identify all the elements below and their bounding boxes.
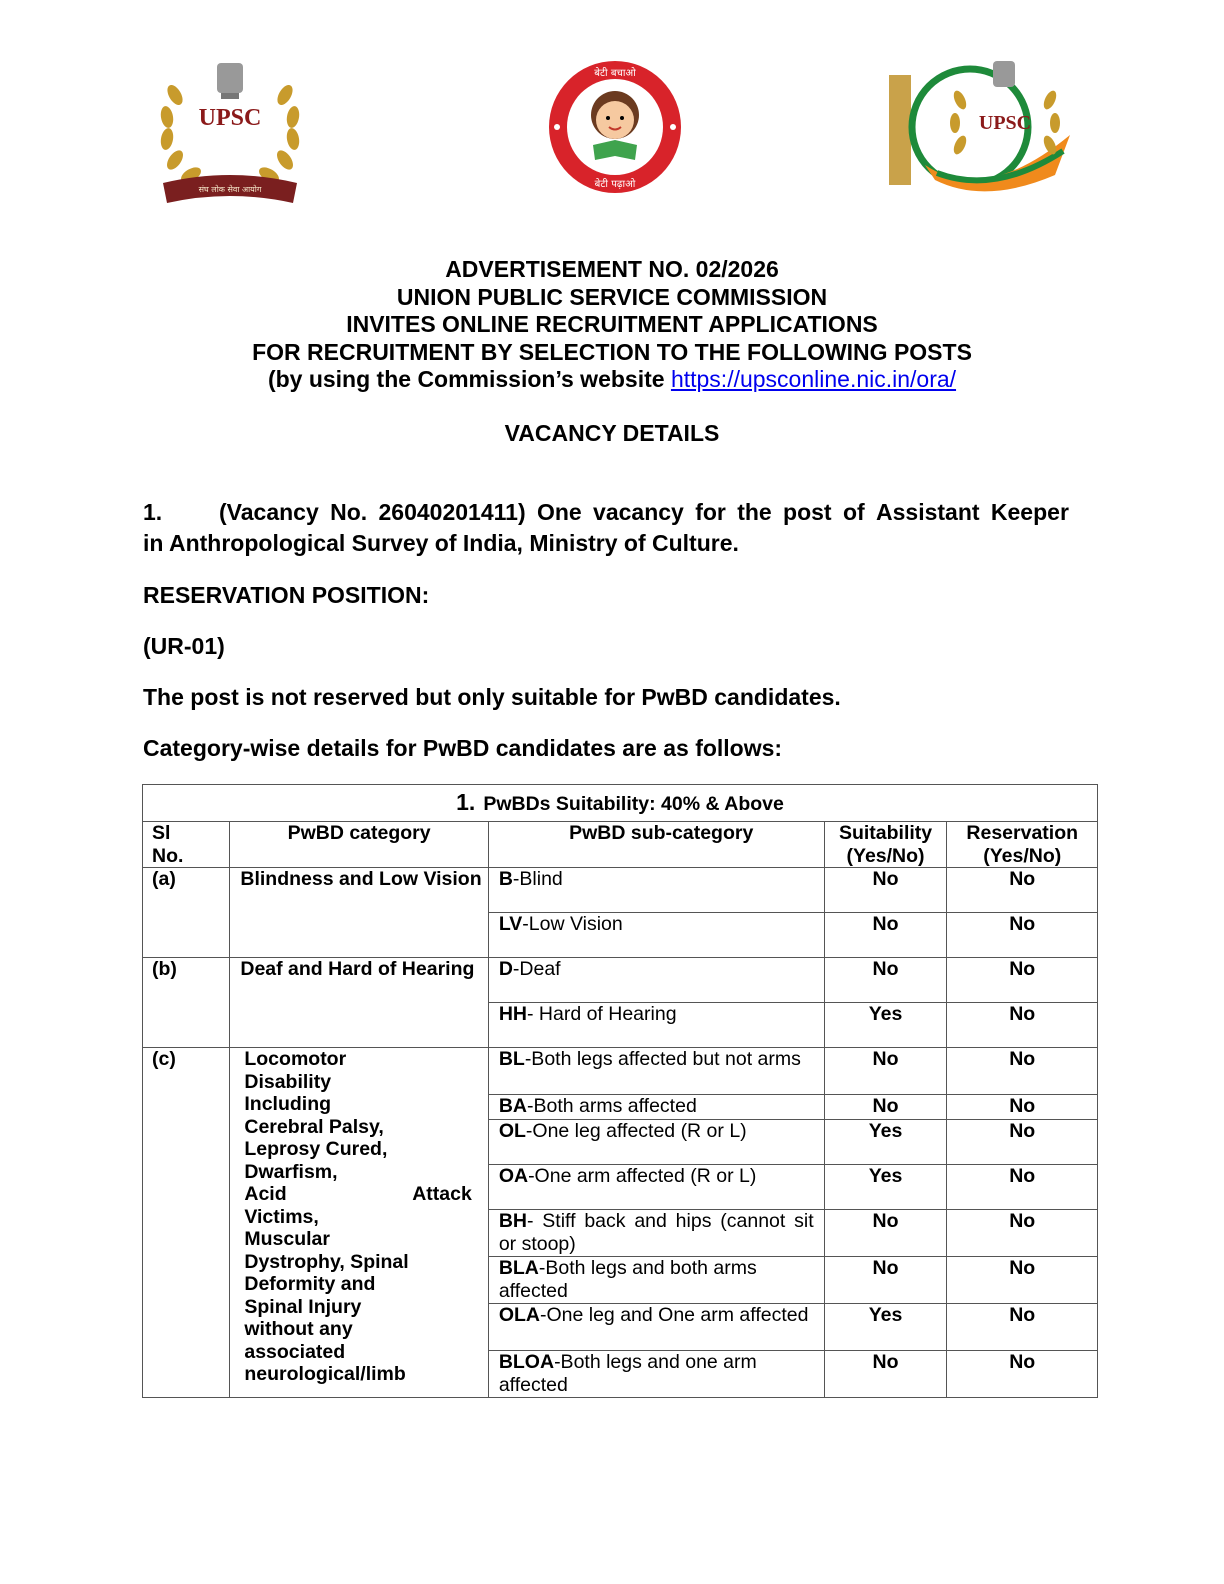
- table-row: [143, 868, 1098, 913]
- suitability-cell: No: [824, 913, 947, 958]
- reservation-cell: No: [947, 1003, 1098, 1048]
- table-caption: [143, 785, 1098, 822]
- subcategory-desc: -Blind: [512, 868, 563, 890]
- vacancy-word: One: [536, 499, 582, 525]
- subcategory-desc: -One leg affected (R or L): [525, 1120, 747, 1142]
- commission-name: UNION PUBLIC SERVICE COMMISSION: [396, 283, 828, 310]
- advertisement-number: ADVERTISEMENT NO. 02/2026: [445, 256, 779, 282]
- table-header-row: [143, 822, 1098, 868]
- subcategory-cell: [488, 1351, 824, 1398]
- subcategory-code: BH: [498, 1210, 527, 1232]
- reservation-position-label: RESERVATION POSITION:: [143, 582, 430, 608]
- website-link[interactable]: https://upsconline.nic.in/ora/: [670, 366, 957, 392]
- category-word: Acid: [244, 1183, 287, 1205]
- category-line: [244, 1183, 471, 1206]
- website-label: (by using the Commission’s website: [267, 366, 671, 392]
- subcategory-desc: -Low Vision: [522, 913, 623, 935]
- svg-text:संघ लोक सेवा आयोग: संघ लोक सेवा आयोग: [198, 185, 262, 194]
- vacancy-line-1-text: [219, 497, 1069, 528]
- suitability-cell: No: [824, 1095, 947, 1120]
- subcategory-desc: -Both legs and both arms affected: [498, 1257, 757, 1302]
- category-line: Deformity and: [244, 1273, 376, 1295]
- vacancy-word: No.: [330, 499, 368, 525]
- suitability-cell: Yes: [824, 1120, 947, 1165]
- vacancy-word: the: [737, 499, 772, 525]
- subcategory-code: LV: [498, 913, 523, 935]
- subcategory-code: D: [498, 958, 513, 980]
- category-line: Disability: [244, 1070, 332, 1093]
- caption-text: PwBDs Suitability: 40% & Above: [483, 792, 784, 815]
- subcategory-code: OA: [498, 1165, 529, 1187]
- category-line: Victims,: [244, 1205, 319, 1228]
- vacancy-paragraph: [143, 497, 1069, 559]
- header-part: (Yes/No): [846, 844, 925, 867]
- vacancy-word: (Vacancy: [219, 499, 319, 525]
- subcategory-desc: -Deaf: [512, 958, 561, 980]
- subcategory-code: B: [498, 868, 513, 890]
- vacancy-word: for: [695, 499, 726, 525]
- category-line: Spinal Injury: [244, 1295, 362, 1318]
- table-row: [143, 958, 1098, 1003]
- subcategory-desc: -Both arms affected: [526, 1095, 697, 1117]
- svg-text:बेटी बचाओ: बेटी बचाओ: [594, 68, 636, 79]
- header-suitability: [824, 822, 947, 868]
- vacancy-word: 26040201411): [378, 499, 526, 525]
- subcategory-desc: -One leg and One arm affected: [539, 1304, 809, 1326]
- suitability-cell: Yes: [824, 1003, 947, 1048]
- subcategory-cell: [488, 1003, 824, 1048]
- header-part: Suitability: [838, 822, 933, 844]
- category-line: Leprosy Cured,: [244, 1138, 388, 1160]
- header-pwbd-subcategory: PwBD sub-category: [488, 822, 824, 868]
- sl-no-cell: (c): [143, 1048, 230, 1398]
- subcategory-cell: [488, 1095, 824, 1120]
- vacancy-word: Keeper: [990, 499, 1069, 525]
- post-note: The post is not reserved but only suitable for PwBD candidates.: [143, 684, 841, 710]
- vacancy-details-title: VACANCY DETAILS: [504, 420, 720, 446]
- suitability-cell: No: [824, 1048, 947, 1095]
- category-line: Dystrophy, Spinal: [244, 1250, 409, 1273]
- suitability-cell: No: [824, 1257, 947, 1304]
- subcategory-desc: - Stiff back and hips (cannot sit or stoop): [498, 1210, 814, 1255]
- reservation-cell: No: [947, 868, 1098, 913]
- subcategory-cell: [488, 1304, 824, 1351]
- subcategory-desc: - Hard of Hearing: [526, 1003, 677, 1025]
- category-line: Dwarfism,: [244, 1160, 338, 1183]
- vacancy-number: 1.: [143, 499, 163, 525]
- reservation-code: (UR-01): [143, 633, 225, 659]
- suitability-cell: No: [824, 958, 947, 1003]
- suitability-cell: No: [824, 1210, 947, 1257]
- category-line: neurological/limb: [244, 1363, 406, 1385]
- pwbd-table: [142, 784, 1098, 1398]
- suitability-cell: Yes: [824, 1165, 947, 1210]
- vacancy-line-1: [143, 497, 1069, 528]
- subcategory-cell: [488, 1257, 824, 1304]
- reservation-cell: No: [947, 1257, 1098, 1304]
- category-cell: [230, 1048, 488, 1398]
- subcategory-cell: [488, 1165, 824, 1210]
- subcategory-code: BLA: [498, 1257, 539, 1279]
- reservation-cell: No: [947, 1048, 1098, 1095]
- vacancy-word: vacancy: [593, 499, 684, 525]
- subcategory-cell: [488, 1120, 824, 1165]
- subcategory-cell: [488, 958, 824, 1003]
- header-part: Reservation: [966, 822, 1079, 844]
- category-line: Muscular: [244, 1228, 330, 1250]
- svg-text:UPSC: UPSC: [978, 112, 1032, 134]
- upsc-logo: [155, 55, 305, 210]
- sl-no-cell: (a): [143, 868, 230, 958]
- reservation-cell: No: [947, 1165, 1098, 1210]
- subcategory-desc: -Both legs and one arm affected: [498, 1351, 757, 1396]
- category-cell: Deaf and Hard of Hearing: [230, 958, 488, 1048]
- advertisement-heading: [0, 256, 1224, 394]
- svg-text:बेटी पढ़ाओ: बेटी पढ़ाओ: [594, 179, 636, 190]
- subcategory-code: BL: [498, 1048, 525, 1070]
- reservation-cell: No: [947, 1210, 1098, 1257]
- table-row: [143, 1048, 1098, 1095]
- category-cell: Blindness and Low Vision: [230, 868, 488, 958]
- reservation-cell: No: [947, 1095, 1098, 1120]
- subcategory-cell: [488, 913, 824, 958]
- sl-no-cell: (b): [143, 958, 230, 1048]
- reservation-cell: No: [947, 1351, 1098, 1398]
- subcategory-cell: [488, 1048, 824, 1095]
- subcategory-code: BLOA: [498, 1351, 555, 1373]
- vacancy-word: post: [783, 499, 832, 525]
- reservation-cell: No: [947, 1120, 1098, 1165]
- header-pwbd-category: PwBD category: [230, 822, 488, 868]
- subcategory-code: OL: [498, 1120, 526, 1142]
- heading-line-5: [0, 366, 1224, 394]
- subcategory-cell: [488, 1210, 824, 1257]
- upsc-100-years-logo: [885, 55, 1080, 205]
- subcategory-code: HH: [498, 1003, 527, 1025]
- vacancy-word: of: [842, 499, 865, 525]
- category-line: Locomotor: [244, 1048, 347, 1070]
- header-reservation: [947, 822, 1098, 868]
- category-word: Attack: [412, 1183, 472, 1205]
- reservation-cell: No: [947, 958, 1098, 1003]
- heading-line-4: FOR RECRUITMENT BY SELECTION TO THE FOLLOWING POSTS: [252, 338, 972, 365]
- vacancy-word: Assistant: [876, 499, 980, 525]
- subcategory-code: BA: [498, 1095, 527, 1117]
- suitability-cell: No: [824, 1351, 947, 1398]
- suitability-cell: Yes: [824, 1304, 947, 1351]
- reservation-cell: No: [947, 913, 1098, 958]
- beti-bachao-logo: [545, 60, 685, 195]
- subcategory-desc: -Both legs affected but not arms: [524, 1048, 801, 1070]
- header-part: (Yes/No): [983, 844, 1062, 867]
- header-sl-no: [143, 822, 230, 868]
- svg-text:UPSC: UPSC: [198, 105, 262, 131]
- category-line: associated: [244, 1340, 346, 1363]
- category-line: Cerebral Palsy,: [244, 1115, 384, 1138]
- caption-number: 1.: [456, 788, 476, 815]
- category-line: Including: [244, 1093, 332, 1115]
- subcategory-code: OLA: [498, 1304, 540, 1326]
- category-intro: Category-wise details for PwBD candidates are as follows:: [143, 735, 783, 761]
- heading-line-3: INVITES ONLINE RECRUITMENT APPLICATIONS: [346, 311, 878, 337]
- subcategory-desc: -One arm affected (R or L): [528, 1165, 757, 1187]
- reservation-cell: No: [947, 1304, 1098, 1351]
- subcategory-cell: [488, 868, 824, 913]
- category-line: without any: [244, 1318, 353, 1340]
- header-sl-part: No.: [152, 844, 184, 867]
- header-sl-part: Sl: [152, 822, 171, 844]
- suitability-cell: No: [824, 868, 947, 913]
- vacancy-line-2: in Anthropological Survey of India, Ministry of Culture.: [143, 530, 739, 556]
